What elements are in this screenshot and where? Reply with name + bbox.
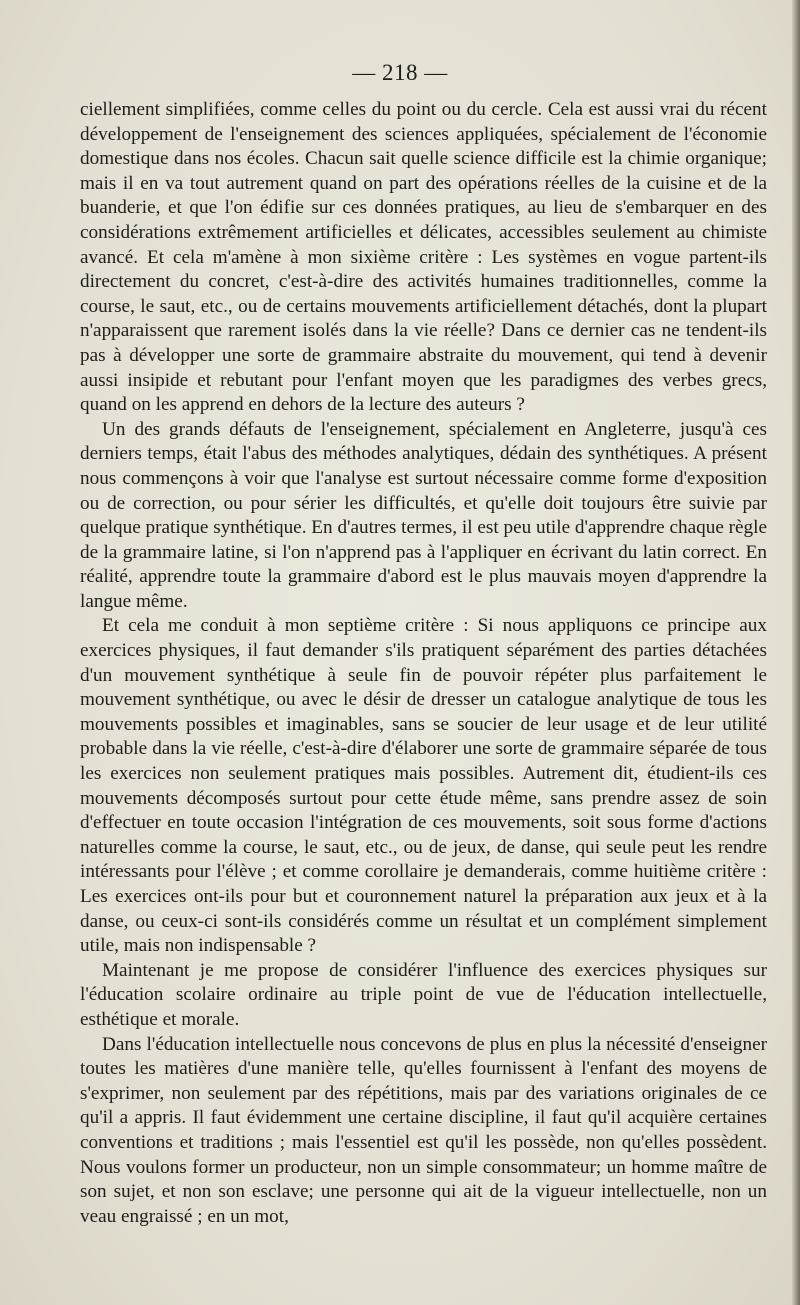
paragraph-4: Maintenant je me propose de considérer l'influence des exercices physiques sur l'éducation scolaire ordinaire au triple point de vue de l'éducation intellectuelle, esthétique et morale. [80, 959, 767, 1030]
paragraph-1: ciellement simplifiées, comme celles du point ou du cercle. Cela est aussi vrai du récent développement de l'enseignement des sciences appliquées, spécialement de l'économie domestique dans nos écoles. Chacun sait quelle science difficile est la chimie organique; mais il en va tout autrement quand on part des opérations réelles de la cuisine et de la buanderie, et que l'on édifie sur ces données pratiques, au lieu de s'embarquer en des considérations extrêmement artificielles et délicates, accessibles seulement au chimiste avancé. Et cela m'amène à mon sixième critère : Les systèmes en vogue partent-ils directement du concret, c'est-à-dire des activités humaines traditionnelles, comme la course, le saut, etc., ou de certains mouvements artificiellement détachés, dont la plupart n'apparaissent que rarement isolés dans la vie réelle? Dans ce dernier cas ne tendent-ils pas à développer une sorte de grammaire abstraite du mouvement, qui tend à devenir aussi insipide et rebutant pour l'enfant moyen que les paradigmes des verbes grecs, quand on les apprend en dehors de la lecture des auteurs ? [80, 99, 767, 416]
paragraph-2: Un des grands défauts de l'enseignement, spécialement en Angleterre, jusqu'à ces derniers temps, était l'abus des méthodes analytiques, dédain des synthétiques. A présent nous commençons à voir que l'analyse est surtout nécessaire comme forme d'exposition ou de correction, ou pour sérier les difficultés, et qu'elle doit toujours être suivie par quelque pratique synthétique. En d'autres termes, il est peu utile d'apprendre chaque règle de la grammaire latine, si l'on n'apprend pas à l'appliquer en écrivant du latin correct. En réalité, apprendre toute la grammaire d'abord est le plus mauvais moyen d'apprendre la langue même. [80, 418, 767, 612]
body-text [80, 98, 767, 1229]
page-edge-shadow [792, 0, 800, 1305]
paragraph-3: Et cela me conduit à mon septième critère : Si nous appliquons ce principe aux exercices physiques, il faut demander s'ils pratiquent séparément des parties détachées d'un mouvement synthétique à seule fin de pouvoir répéter plus parfaitement le mouvement synthétique, ou avec le désir de dresser un catalogue analytique de tous les mouvements possibles et imaginables, sans se soucier de leur usage et de leur utilité probable dans la vie réelle, c'est-à-dire d'élaborer une sorte de grammaire séparée de tous les exercices non seulement pratiques mais possibles. Autrement dit, étudient-ils ces mouvements décomposés surtout pour cette étude même, sans prendre assez de soin d'effectuer en toute occasion l'intégration de ces mouvements, soit sous forme d'actions naturelles comme la course, le saut, etc., ou de jeux, de danse, qui seule peut les rendre intéressants pour l'élève ; et comme corollaire je demanderais, comme huitième critère : Les exercices ont-ils pour but et couronnement naturel la préparation aux jeux et à la danse, ou ceux-ci sont-ils considérés comme un résultat et un complément simplement utile, mais non indispensable ? [80, 615, 767, 957]
paragraph-5: Dans l'éducation intellectuelle nous concevons de plus en plus la nécessité d'enseigner toutes les matières d'une manière telle, qu'elles fournissent à l'enfant des moyens de s'exprimer, non seulement par des répétitions, mais par des variations originales de ce qu'il a appris. Il faut évidemment une certaine discipline, il faut qu'il acquière certaines conventions et traditions ; mais l'essentiel est qu'il les possède, non qu'elles possèdent. Nous voulons former un producteur, non un simple consommateur; un homme maître de son sujet, et non son esclave; une personne qui ait de la vigueur intellectuelle, non un veau engraissé ; en un mot, [80, 1033, 767, 1227]
page-number: — 218 — [352, 60, 448, 85]
